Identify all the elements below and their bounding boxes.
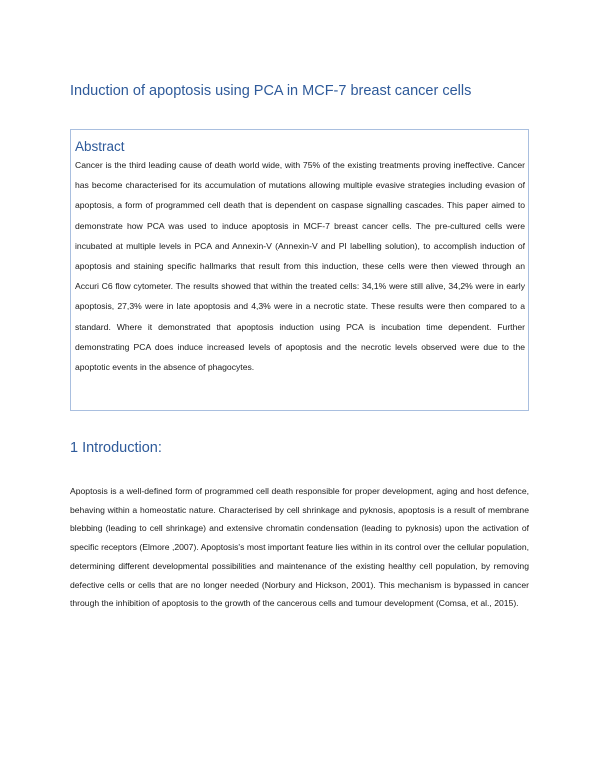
abstract-box [70, 129, 529, 411]
abstract-text: Cancer is the third leading cause of death world wide, with 75% of the existing treatments proving ineffective. Cancer has become characterised for its accumulation of mutations allowing multiple evasive strategies including evasion of apoptosis, a form of programmed cell death that is dependent on caspase signalling cascades. This paper aimed to demonstrate how PCA was used to induce apoptosis in MCF-7 breast cancer cells. The pre-cultured cells were incubated at multiple levels in PCA and Annexin-V (Annexin-V and PI labelling solution), to accomplish induction of apoptosis and staining specific hallmarks that result from this induction, these cells were then viewed through an Accuri C6 flow cytometer. The results showed that within the treated cells: 34,1% were still alive, 34,2% were in early apoptosis, 27,3% were in late apoptosis and 4,3% were in a necrotic state. These results were then compared to a standard. Where it demonstrated that apoptosis induction using PCA is incubation time dependent. Further demonstrating PCA does induce increased levels of apoptosis and the necrotic levels observed were due to the apoptotic events in the absence of phagocytes. [75, 160, 525, 373]
introduction-heading: 1 Introduction: [70, 440, 162, 456]
abstract-heading: Abstract [75, 139, 125, 154]
introduction-text: Apoptosis is a well-defined form of programmed cell death responsible for proper development, aging and host defence, behaving within a homeostatic nature. Characterised by cell shrinkage and pyknosis, apoptosis is a result of membrane blebbing (leading to cell shrinkage) and extensive chromatin condensation (leading to pyknosis) upon the activation of specific receptors (Elmore ,2007). Apoptosis's most important feature lies within in its control over the cellular population, determining different developmental possibilities and maintenance of the existing healthy cell population, by removing defective cells or cells that are no longer needed (Norbury and Hickson, 2001). This mechanism is bypassed in cancer through the inhibition of apoptosis to the growth of the cancerous cells and tumour development (Comsa, et al., 2015). [70, 486, 529, 609]
document-title: Induction of apoptosis using PCA in MCF-7 breast cancer cells [70, 83, 472, 99]
